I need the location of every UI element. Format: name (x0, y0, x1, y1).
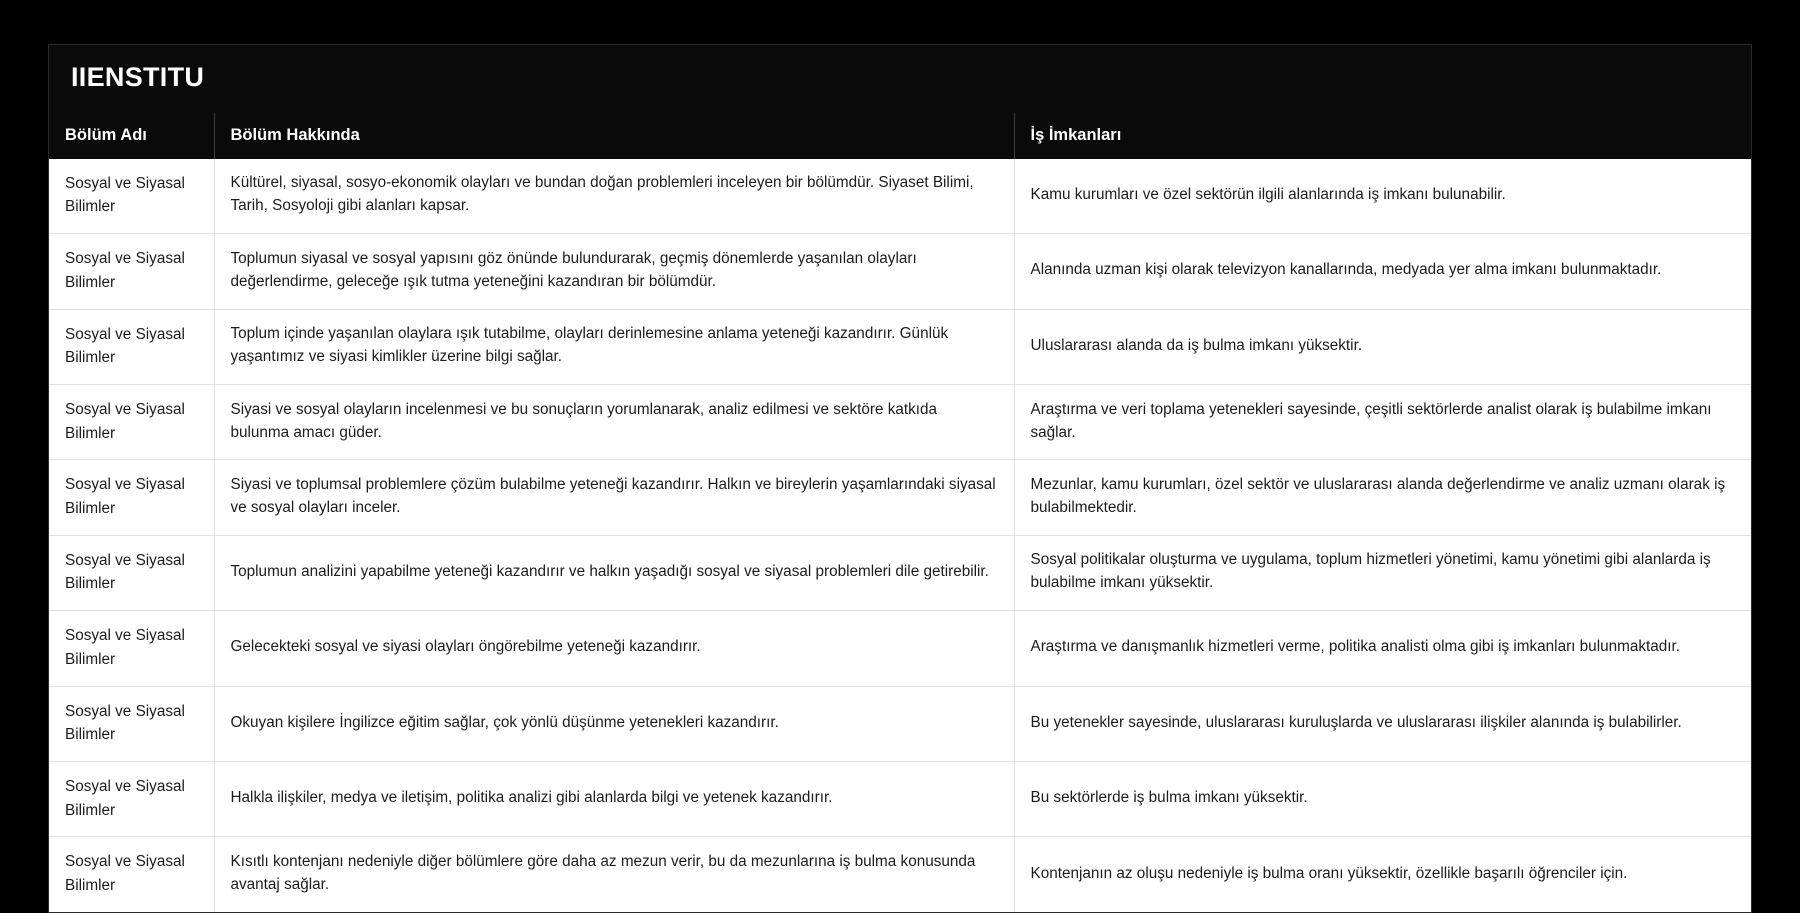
cell-department-name: Sosyal ve Siyasal Bilimler (49, 837, 214, 912)
cell-about-department: Kısıtlı kontenjanı nedeniyle diğer bölümlere göre daha az mezun verir, bu da mezunlarına iş bulma konusunda avantaj sağlar. (214, 837, 1014, 912)
cell-about-department: Okuyan kişilere İngilizce eğitim sağlar, çok yönlü düşünme yetenekleri kazandırır. (214, 686, 1014, 761)
cell-department-name: Sosyal ve Siyasal Bilimler (49, 686, 214, 761)
cell-about-department: Toplumun siyasal ve sosyal yapısını göz önünde bulundurarak, geçmiş dönemlerde yaşanılan olayları değerlendirme, geleceğe ışık tutma yeteneğini kazandıran bir bölümdür. (214, 234, 1014, 309)
cell-department-name: Sosyal ve Siyasal Bilimler (49, 234, 214, 309)
cell-job-opportunities: Araştırma ve veri toplama yetenekleri sayesinde, çeşitli sektörlerde analist olarak iş bulabilme imkanı sağlar. (1014, 384, 1751, 459)
table-row (49, 761, 1751, 836)
cell-about-department: Gelecekteki sosyal ve siyasi olayları öngörebilme yeteneği kazandırır. (214, 611, 1014, 686)
cell-about-department: Siyasi ve toplumsal problemlere çözüm bulabilme yeteneği kazandırır. Halkın ve bireylerin yaşamlarındaki siyasal ve sosyal olayları inceler. (214, 460, 1014, 535)
table-header-row (49, 113, 1751, 159)
cell-about-department: Kültürel, siyasal, sosyo-ekonomik olayları ve bundan doğan problemleri inceleyen bir bölümdür. Siyaset Bilimi, Tarih, Sosyoloji gibi alanları kapsar. (214, 159, 1014, 234)
cell-department-name: Sosyal ve Siyasal Bilimler (49, 309, 214, 384)
cell-job-opportunities: Kontenjanın az oluşu nedeniyle iş bulma oranı yüksektir, özellikle başarılı öğrenciler için. (1014, 837, 1751, 912)
department-table (49, 113, 1751, 912)
cell-job-opportunities: Alanında uzman kişi olarak televizyon kanallarında, medyada yer alma imkanı bulunmaktadır. (1014, 234, 1751, 309)
table-row (49, 611, 1751, 686)
table-row (49, 159, 1751, 234)
cell-department-name: Sosyal ve Siyasal Bilimler (49, 384, 214, 459)
cell-job-opportunities: Bu sektörlerde iş bulma imkanı yüksektir. (1014, 761, 1751, 836)
cell-job-opportunities: Uluslararası alanda da iş bulma imkanı yüksektir. (1014, 309, 1751, 384)
cell-job-opportunities: Kamu kurumları ve özel sektörün ilgili alanlarında iş imkanı bulunabilir. (1014, 159, 1751, 234)
table-head (49, 113, 1751, 159)
cell-department-name: Sosyal ve Siyasal Bilimler (49, 159, 214, 234)
cell-department-name: Sosyal ve Siyasal Bilimler (49, 535, 214, 610)
table-row (49, 686, 1751, 761)
cell-job-opportunities: Araştırma ve danışmanlık hizmetleri verme, politika analisti olma gibi iş imkanları bulunmaktadır. (1014, 611, 1751, 686)
cell-job-opportunities: Bu yetenekler sayesinde, uluslararası kuruluşlarda ve uluslararası ilişkiler alanında iş bulabilirler. (1014, 686, 1751, 761)
table-body (49, 159, 1751, 912)
cell-about-department: Toplumun analizini yapabilme yeteneği kazandırır ve halkın yaşadığı sosyal ve siyasal problemleri dile getirebilir. (214, 535, 1014, 610)
department-table-card (48, 44, 1752, 913)
table-row (49, 837, 1751, 912)
cell-about-department: Halkla ilişkiler, medya ve iletişim, politika analizi gibi alanlarda bilgi ve yetenek kazandırır. (214, 761, 1014, 836)
cell-about-department: Siyasi ve sosyal olayların incelenmesi ve bu sonuçların yorumlanarak, analiz edilmesi ve sektöre katkıda bulunma amacı güder. (214, 384, 1014, 459)
cell-department-name: Sosyal ve Siyasal Bilimler (49, 611, 214, 686)
column-header-department-name: Bölüm Adı (49, 113, 214, 159)
column-header-job-opportunities: İş İmkanları (1014, 113, 1751, 159)
table-row (49, 535, 1751, 610)
cell-department-name: Sosyal ve Siyasal Bilimler (49, 761, 214, 836)
cell-department-name: Sosyal ve Siyasal Bilimler (49, 460, 214, 535)
table-row (49, 309, 1751, 384)
table-row (49, 460, 1751, 535)
cell-job-opportunities: Sosyal politikalar oluşturma ve uygulama, toplum hizmetleri yönetimi, kamu yönetimi gibi alanlarda iş bulabilme imkanı yüksektir. (1014, 535, 1751, 610)
table-row (49, 384, 1751, 459)
brand-title: IIENSTITU (71, 62, 205, 92)
cell-job-opportunities: Mezunlar, kamu kurumları, özel sektör ve uluslararası alanda değerlendirme ve analiz uzmanı olarak iş bulabilmektedir. (1014, 460, 1751, 535)
table-row (49, 234, 1751, 309)
brand-header (49, 45, 1751, 113)
cell-about-department: Toplum içinde yaşanılan olaylara ışık tutabilme, olayları derinlemesine anlama yeteneği kazandırır. Günlük yaşantımız ve siyasi kimlikler üzerine bilgi sağlar. (214, 309, 1014, 384)
column-header-about-department: Bölüm Hakkında (214, 113, 1014, 159)
